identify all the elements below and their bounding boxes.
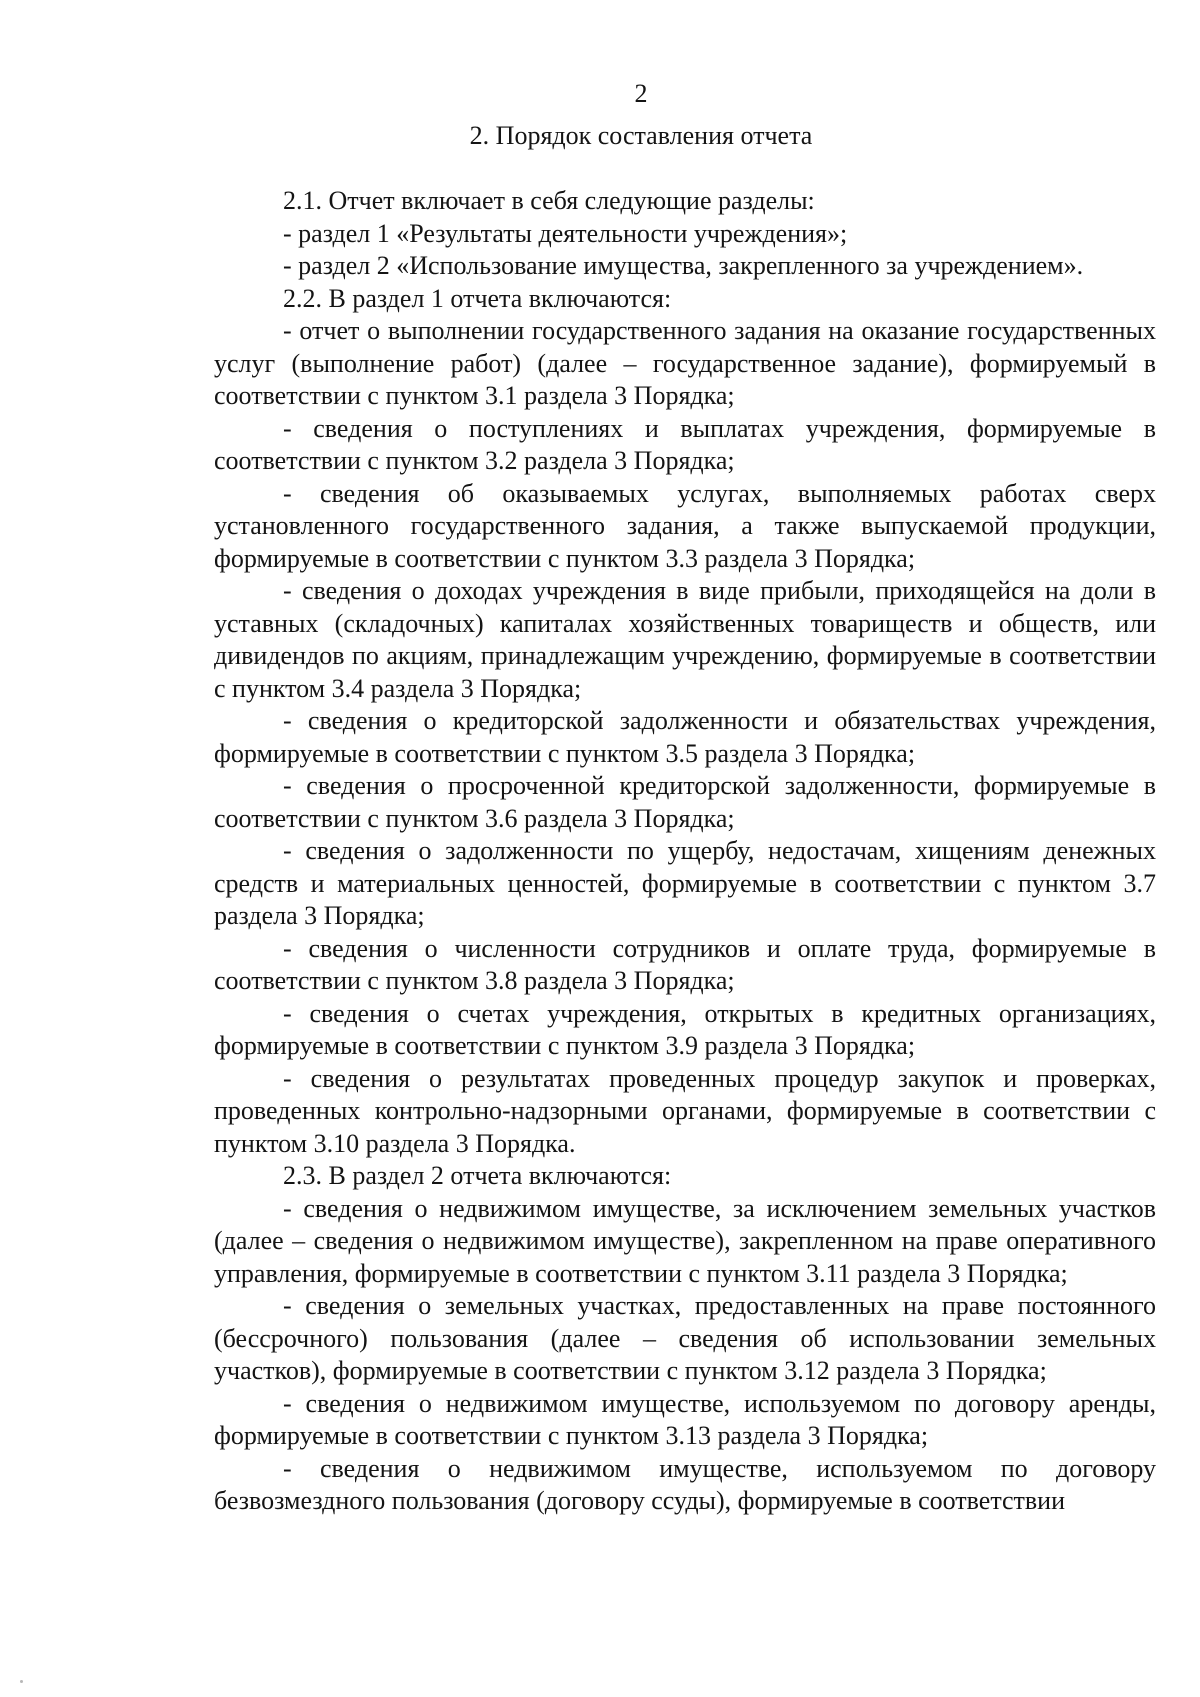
paragraph: - сведения о земельных участках, предоставленных на праве постоянного (бессрочного) пользования (далее – сведения об использовании земельных участков), формируемые в соответствии с пунктом 3.12 раздела 3 Порядка; bbox=[214, 1291, 1156, 1385]
page-number: 2 bbox=[634, 79, 648, 108]
paragraph: 2.1. Отчет включает в себя следующие разделы: bbox=[283, 186, 815, 215]
paragraph: - сведения о недвижимом имуществе, используемом по договору аренды, формируемые в соответствии с пунктом 3.13 раздела 3 Порядка; bbox=[214, 1388, 1156, 1450]
paragraph: - раздел 1 «Результаты деятельности учреждения»; bbox=[283, 218, 848, 248]
paragraph: - сведения о недвижимом имуществе, за исключением земельных участков (далее – сведения о недвижимом имуществе), закрепленном на праве оперативного управления, формируемые в соответствии с пунктом 3.11 раздела 3 Порядка; bbox=[214, 1193, 1156, 1288]
document-body bbox=[214, 185, 1156, 1518]
paragraph: - сведения об оказываемых услугах, выполняемых работах сверх установленного государственного задания, а также выпускаемой продукции, формируемые в соответствии с пунктом 3.3 раздела 3 Порядка; bbox=[214, 478, 1156, 573]
paragraph: - сведения о задолженности по ущербу, недостачам, хищениям денежных средств и материальных ценностей, формируемые в соответствии с пунктом 3.7 раздела 3 Порядка; bbox=[214, 836, 1156, 930]
paragraph: - сведения о кредиторской задолженности и обязательствах учреждения, формируемые в соответствии с пунктом 3.5 раздела 3 Порядка; bbox=[214, 706, 1156, 768]
paragraph: - раздел 2 «Использование имущества, закрепленного за учреждением». bbox=[283, 251, 1084, 280]
section-title: 2. Порядок составления отчета bbox=[469, 121, 813, 150]
paragraph: - сведения о результатах проведенных процедур закупок и проверках, проведенных контрольно-надзорными органами, формируемые в соответствии с пунктом 3.10 раздела 3 Порядка. bbox=[214, 1063, 1156, 1158]
paragraph: - сведения о численности сотрудников и оплате труда, формируемые в соответствии с пунктом 3.8 раздела 3 Порядка; bbox=[214, 933, 1156, 995]
paragraph: 2.3. В раздел 2 отчета включаются: bbox=[283, 1161, 672, 1190]
paragraph: - отчет о выполнении государственного задания на оказание государственных услуг (выполнение работ) (далее – государственное задание), формируемый в соответствии с пунктом 3.1 раздела 3 Порядка; bbox=[214, 316, 1156, 410]
paragraph: - сведения о доходах учреждения в виде прибыли, приходящейся на доли в уставных (складочных) капиталах хозяйственных товариществ и обществ, или дивидендов по акциям, принадлежащим учреждению, формируемые в соответствии с пунктом 3.4 раздела 3 Порядка; bbox=[214, 576, 1156, 703]
paragraph: - сведения о счетах учреждения, открытых в кредитных организациях, формируемые в соответствии с пунктом 3.9 раздела 3 Порядка; bbox=[214, 998, 1156, 1060]
scan-speck bbox=[20, 1680, 23, 1683]
paragraph: 2.2. В раздел 1 отчета включаются: bbox=[283, 283, 672, 313]
paragraph: - сведения о просроченной кредиторской задолженности, формируемые в соответствии с пунктом 3.6 раздела 3 Порядка; bbox=[214, 771, 1156, 833]
paragraph: - сведения о недвижимом имуществе, используемом по договору безвозмездного пользования (договору ссуды), формируемые в соответствии bbox=[214, 1453, 1156, 1515]
paragraph: - сведения о поступлениях и выплатах учреждения, формируемые в соответствии с пунктом 3.2 раздела 3 Порядка; bbox=[214, 413, 1156, 475]
